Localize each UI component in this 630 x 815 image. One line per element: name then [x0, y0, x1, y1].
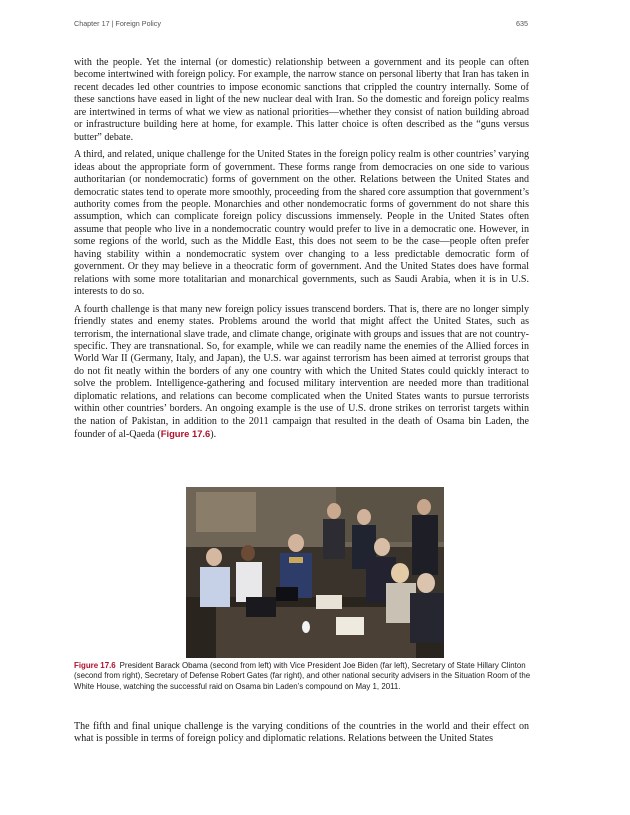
- chapter-title: Chapter 17 | Foreign Policy: [74, 19, 161, 28]
- caption-text: President Barack Obama (second from left) with Vice President Joe Biden (far left), Secretary of State Hillary Clinton (second from right), Secretary of Defense Robert Gates (far right), and other national security advisers in the Situation Room of the White House, watching the successful raid on Osama bin Laden’s compound on May 1, 2011.: [74, 661, 531, 691]
- running-header: [74, 19, 528, 28]
- closing-text: [74, 721, 529, 746]
- paragraph: [74, 304, 529, 442]
- paragraph-text-end: ).: [210, 429, 217, 441]
- page-number: 635: [516, 19, 528, 28]
- paragraph-text: A fourth challenge is that many new foreign policy issues transcend borders. That is, there are no longer simply friendly states and enemy states. Problems around the world that might affect the United States, such as terrorism, the international slave trade, and climate change, originate with groups and issues that are not country-specific. They are transnational. So, for example, while we can readily name the enemies of the Allied forces in World War II (Germany, Italy, and Japan), the U.S. war against terrorism has been aimed at terrorist groups that do not fit neatly within the borders of any one country with which the United States could quickly interact to solve the problem. Intelligence-gathering and focused military intervention are needed more than traditional diplomatic relations, and relations can become complicated when the United States wants to pursue terrorists within other countries’ borders. An ongoing example is the use of U.S. drone strikes on terrorist targets within the nation of Pakistan, in addition to the 2011 campaign that resulted in the death of Osama bin Laden, the founder of al-Qaeda (: [74, 303, 529, 441]
- paragraph: A third, and related, unique challenge for the United States in the foreign policy realm is other countries’ varying ideas about the appropriate form of government. These forms range from democracies on one side to various authoritarian (or nondemocratic) forms of government on the other. Relations between the United States and democratic states tend to operate more smoothly, proceeding from the shared core assumption that government’s authority comes from the people. Monarchies and other nondemocratic forms of government do not share this assumption, which can complicate foreign policy discussions immensely. People in the United States often assume that people who live in a nondemocratic country would prefer to live in a democratic one. However, in some regions of the world, such as the Middle East, this does not seem to be the case—people often prefer having stability within a nondemocratic system over changing to a less predictable democratic form of government. Or they may believe in a theocratic form of government. And the United States does have formal relations with some more totalitarian and monarchical governments, such as Saudi Arabia, when it is in U.S. interests to do so.: [74, 149, 529, 298]
- figure-link[interactable]: Figure 17.6: [160, 428, 211, 440]
- paragraph: with the people. Yet the internal (or domestic) relationship between a government and its people can often become intertwined with foreign policy. For example, the narrow stance on personal liberty that Iran has taken in recent decades led other countries to impose economic sanctions that crippled the country internally. Some of these sanctions have eased in light of the new nuclear deal with Iran. So the domestic and foreign policy realms are intertwined in terms of what we view as national priorities—whether they consist of nation building abroad or infrastructure building here at home, for example. This latter choice is often described as the “guns versus butter” debate.: [74, 57, 529, 143]
- figure-label: Figure 17.6: [74, 661, 116, 670]
- situation-room-photo: [186, 487, 444, 658]
- paragraph: The fifth and final unique challenge is the varying conditions of the countries in the world and their effect on what is possible in terms of foreign policy and diplomatic relations. Relations between the United States: [74, 721, 529, 745]
- figure-caption: [74, 661, 534, 692]
- body-text: [74, 57, 529, 442]
- figure-photo: [186, 487, 444, 658]
